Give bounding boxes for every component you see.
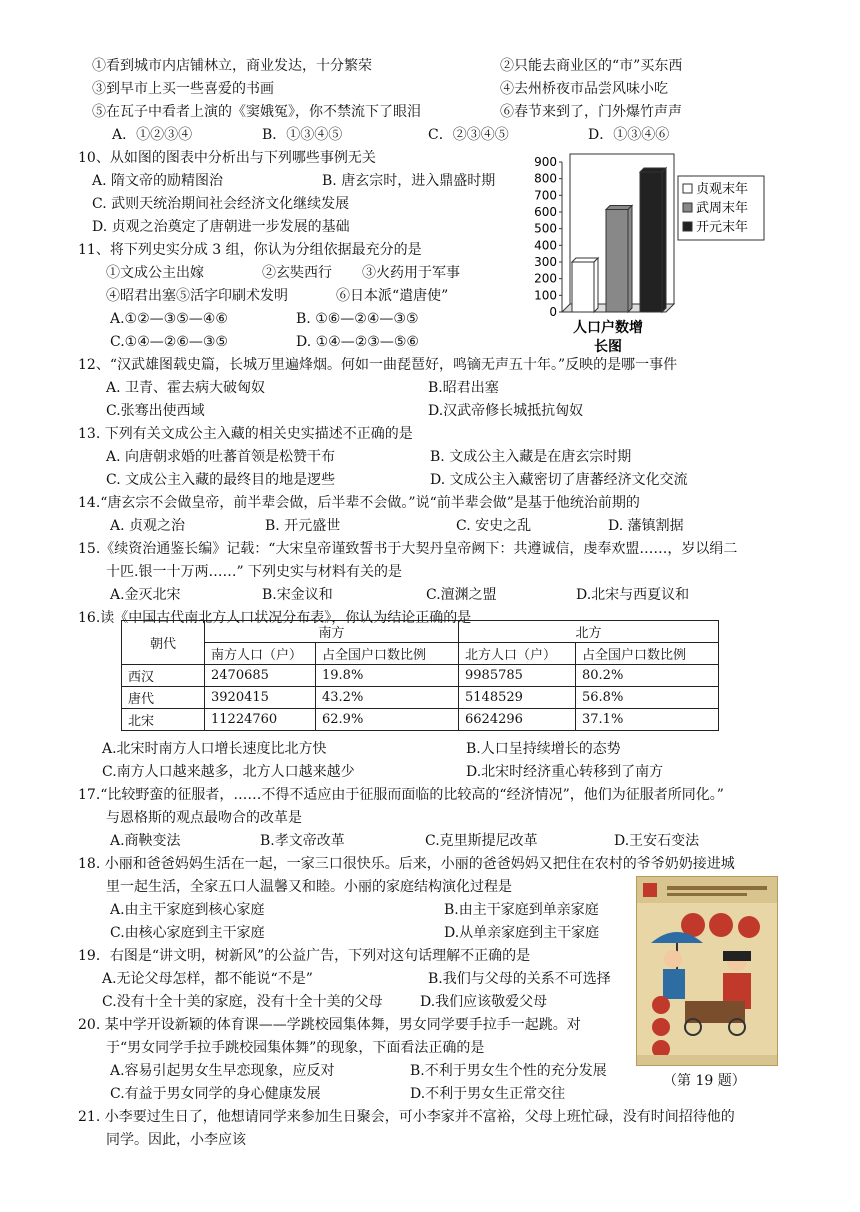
table-cell: 62.9% <box>316 709 459 731</box>
text-line: C.由核心家庭到主干家庭 <box>110 925 265 941</box>
text-line: 14.“唐玄宗不会做皇帝，前半辈会做，后半辈不会做。”说“前半辈会做”是基于他统治前期的 <box>78 495 640 511</box>
text-line: A.北宋时南方人口增长速度比北方快 <box>102 741 327 757</box>
text-line: D. 文成公主入藏密切了唐蕃经济文化交流 <box>430 472 688 488</box>
text-line: 于“男女同学手拉手跳校园集体舞”的现象，下面看法正确的是 <box>106 1040 485 1056</box>
table-cell: 19.8% <box>316 665 459 687</box>
text-line: C. 安史之乱 <box>456 518 532 534</box>
text-line: D.北宋时经济重心转移到了南方 <box>466 764 664 780</box>
table-cell: 2470685 <box>205 665 316 687</box>
y-tick-label: 300 <box>534 255 557 269</box>
text-line: A.容易引起男女生早恋现象，应反对 <box>110 1063 335 1079</box>
text-line: B.由主干家庭到单亲家庭 <box>444 902 599 918</box>
text-line: A.①②—③⑤—④⑥ <box>110 311 228 327</box>
table-cell: 6624296 <box>459 709 576 731</box>
legend-swatch <box>683 184 692 193</box>
text-line: D．①③④⑥ <box>588 127 670 143</box>
text-line: B.昭君出塞 <box>428 380 499 396</box>
text-line: B. 开元盛世 <box>265 518 341 534</box>
text-line: D.北宋与西夏议和 <box>576 587 690 603</box>
legend-label: 开元末年 <box>696 220 749 235</box>
text-line: A. 隋文帝的励精图治 <box>92 173 224 189</box>
y-tick-label: 800 <box>534 171 557 186</box>
text-line: 十匹.银一十万两……” 下列史实与材料有关的是 <box>106 564 403 580</box>
text-line: A. 卫青、霍去病大破匈奴 <box>106 380 266 396</box>
text-line: 11、将下列史实分成 3 组，你认为分组依据最充分的是 <box>78 242 422 258</box>
table-row <box>122 665 719 687</box>
poster-illustration <box>637 877 777 1065</box>
y-tick-label: 700 <box>534 188 557 203</box>
text-line: B.不利于男女生个性的充分发展 <box>410 1063 607 1079</box>
text-line: C.澶渊之盟 <box>426 587 497 603</box>
bar-side <box>628 206 632 313</box>
text-line: B．①③④⑤ <box>262 127 343 143</box>
legend-label: 武周末年 <box>696 201 749 216</box>
text-line: 16.读《中国古代南北方人口状况分布表》，你认为结论正确的是 <box>78 610 472 626</box>
text-line: 17.“比较野蛮的征服者，……不得不适应由于征服而面临的比较高的“经济情况”，他们为征服者所同化。” <box>78 787 724 803</box>
text-line: 里一起生活，全家五口人温馨又和睦。小丽的家庭结构演化过程是 <box>106 879 512 895</box>
text-line: 15.《续资治通鉴长编》记载：“大宋皇帝谨致誓书于大契丹皇帝阙下：共遵诚信，虔奉欢盟……，岁以绢二 <box>78 541 738 557</box>
text-line: A. 向唐朝求婚的吐蕃首领是松赞干布 <box>106 449 336 465</box>
table-cell: 9985785 <box>459 665 576 687</box>
population-table <box>121 620 719 731</box>
bar-side <box>594 258 598 312</box>
bar <box>572 262 594 312</box>
table-cell: 唐代 <box>122 687 205 709</box>
public-service-poster <box>636 876 778 1066</box>
text-line: C. 文成公主入藏的最终目的地是逻些 <box>106 472 336 488</box>
table-cell: 80.2% <box>576 665 719 687</box>
text-line: C.有益于男女同学的身心健康发展 <box>110 1086 321 1102</box>
text-line: 13. 下列有关文成公主入藏的相关史实描述不正确的是 <box>78 426 413 442</box>
text-line: ④昭君出塞⑤活字印刷术发明 <box>106 288 288 304</box>
poster-caption: （第 19 题） <box>663 1073 746 1089</box>
text-line: ②玄奘西行 <box>262 265 332 281</box>
text-line: ②只能去商业区的“市”买东西 <box>500 58 683 74</box>
text-line: 19．右图是“讲文明，树新风”的公益广告，下列对这句话理解不正确的是 <box>78 948 531 964</box>
text-line: D. 贞观之治奠定了唐朝进一步发展的基础 <box>92 219 350 235</box>
text-line: C. 武则天统治期间社会经济文化继续发展 <box>92 196 350 212</box>
text-line: C．②③④⑤ <box>428 127 509 143</box>
table-header-row <box>122 621 719 643</box>
table-cell: 37.1% <box>576 709 719 731</box>
table-cell: 5148529 <box>459 687 576 709</box>
text-line: B.孝文帝改革 <box>260 833 345 849</box>
text-line: C.张骞出使西域 <box>106 403 205 419</box>
text-line: B. 唐玄宗时，进入鼎盛时期 <box>322 173 496 189</box>
table-row <box>122 687 719 709</box>
table-cell: 北宋 <box>122 709 205 731</box>
y-tick-label: 600 <box>534 205 557 219</box>
text-line: 18. 小丽和爸爸妈妈生活在一起，一家三口很快乐。后来，小丽的爸爸妈妈又把住在农村的爷爷奶奶接进城 <box>78 856 735 872</box>
table-subheader: 占全国户口数比例 <box>316 643 459 665</box>
y-tick-label: 0 <box>549 305 557 319</box>
text-line: A. 贞观之治 <box>110 518 186 534</box>
table-cell: 3920415 <box>205 687 316 709</box>
bar <box>606 210 628 313</box>
table-cell: 56.8% <box>576 687 719 709</box>
table-header-dynasty: 朝代 <box>122 621 205 665</box>
text-line: D. ①④—②③—⑤⑥ <box>296 334 419 350</box>
bar <box>640 172 662 312</box>
text-line: C.没有十全十美的家庭，没有十全十美的父母 <box>102 994 383 1010</box>
table-subheader: 南方人口（户） <box>205 643 316 665</box>
text-line: 10、从如图的图表中分析出与下列哪些事例无关 <box>78 150 376 166</box>
x-axis-label: 长图 <box>594 339 622 355</box>
text-line: B.我们与父母的关系不可选择 <box>428 971 611 987</box>
text-line: 与恩格斯的观点最吻合的改革是 <box>106 810 302 826</box>
x-axis-label: 人口户数增 <box>573 320 643 336</box>
text-line: B.宋金议和 <box>262 587 333 603</box>
text-line: A.金灭北宋 <box>110 587 181 603</box>
text-line: A.由主干家庭到核心家庭 <box>110 902 265 918</box>
text-line: C.克里斯提尼改革 <box>425 833 538 849</box>
text-line: 12、“汉武雄图载史篇，长城万里遍烽烟。何如一曲琵琶好，鸣镝无声五十年。”反映的是哪一事件 <box>78 357 678 373</box>
text-line: ④去州桥夜市品尝风味小吃 <box>500 81 668 97</box>
table-subheader: 北方人口（户） <box>459 643 576 665</box>
table-header-north: 北方 <box>459 621 719 643</box>
text-line: B. 文成公主入藏是在唐玄宗时期 <box>430 449 632 465</box>
y-tick-label: 500 <box>534 221 557 236</box>
text-line: D.我们应该敬爱父母 <box>420 994 548 1010</box>
table-header-south: 南方 <box>205 621 459 643</box>
text-line: A.商鞅变法 <box>110 833 181 849</box>
text-line: ③到早市上买一些喜爱的书画 <box>92 81 274 97</box>
table-row <box>122 709 719 731</box>
legend-swatch <box>683 222 692 231</box>
text-line: ⑥春节来到了，门外爆竹声声 <box>500 104 682 120</box>
text-line: 21. 小李要过生日了，他想请同学来参加生日聚会，可小李家并不富裕，父母上班忙碌，没有时间招待他的 <box>78 1109 735 1125</box>
legend-label: 贞观末年 <box>696 182 749 197</box>
text-line: C.①④—②⑥—③⑤ <box>110 334 228 350</box>
table-cell: 43.2% <box>316 687 459 709</box>
text-line: D.从单亲家庭到主干家庭 <box>444 925 600 941</box>
text-line: 同学。因此，小李应该 <box>106 1132 246 1148</box>
y-tick-label: 200 <box>534 271 557 286</box>
text-line: A.无论父母怎样，都不能说“不是” <box>102 971 313 987</box>
bar-side <box>662 168 666 312</box>
text-line: D. 藩镇割据 <box>608 518 684 534</box>
text-line: D.不利于男女生正常交往 <box>410 1086 566 1102</box>
text-line: ⑤在瓦子中看者上演的《窦娥冤》，你不禁流下了眼泪 <box>92 104 421 120</box>
population-bar-chart <box>528 146 768 360</box>
text-line: B.人口呈持续增长的态势 <box>466 741 621 757</box>
text-line: A．①②③④ <box>112 127 193 143</box>
y-tick-label: 900 <box>534 155 557 169</box>
y-tick-label: 400 <box>534 238 557 253</box>
table-subheader: 占全国户口数比例 <box>576 643 719 665</box>
text-line: D.汉武帝修长城抵抗匈奴 <box>428 403 584 419</box>
text-line: ①看到城市内店铺林立，商业发达，十分繁荣 <box>92 58 372 74</box>
text-line: D.王安石变法 <box>614 833 700 849</box>
table-cell: 11224760 <box>205 709 316 731</box>
legend-swatch <box>683 203 692 212</box>
table-subheader-row <box>122 643 719 665</box>
text-line: ③火药用于军事 <box>362 265 460 281</box>
text-line: 20. 某中学开设新颖的体育课——学跳校园集体舞，男女同学要手拉手一起跳。对 <box>78 1017 581 1033</box>
text-line: C.南方人口越来越多，北方人口越来越少 <box>102 764 355 780</box>
text-line: B. ①⑥—②④—③⑤ <box>296 311 419 327</box>
text-line: ⑥日本派“遣唐使” <box>336 288 449 304</box>
y-tick-label: 100 <box>534 288 557 303</box>
text-line: ①文成公主出嫁 <box>106 265 204 281</box>
table-cell: 西汉 <box>122 665 205 687</box>
